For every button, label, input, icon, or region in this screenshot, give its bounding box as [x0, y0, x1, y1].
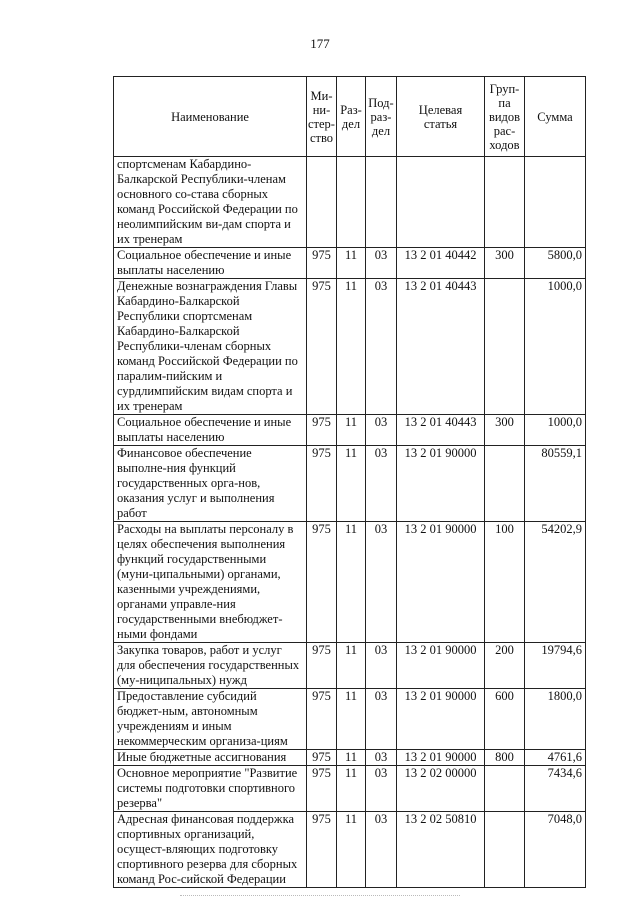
cell-group: 100 — [485, 522, 525, 643]
cell-ministry: 975 — [307, 522, 337, 643]
cell-sum: 19794,6 — [525, 643, 586, 689]
cell-sum: 1000,0 — [525, 279, 586, 415]
table-row — [114, 812, 586, 888]
cell-subsection: 03 — [366, 689, 397, 750]
budget-table — [113, 76, 586, 888]
page-number: 177 — [310, 36, 330, 51]
header-group: Груп- па видов рас- ходов — [485, 77, 525, 157]
cell-ministry — [307, 157, 337, 248]
cell-group: 200 — [485, 643, 525, 689]
cell-name: Закупка товаров, работ и услуг для обеспечения государственных (му-ниципальных) нужд — [114, 643, 307, 689]
cell-group: 600 — [485, 689, 525, 750]
cell-article: 13 2 02 00000 — [397, 766, 485, 812]
cell-name: Социальное обеспечение и иные выплаты населению — [114, 248, 307, 279]
cell-name: Иные бюджетные ассигнования — [114, 750, 307, 766]
table-row — [114, 279, 586, 415]
cell-group — [485, 812, 525, 888]
cell-subsection: 03 — [366, 522, 397, 643]
cell-sum: 54202,9 — [525, 522, 586, 643]
cell-group — [485, 279, 525, 415]
table-row — [114, 522, 586, 643]
table-header-row — [114, 77, 586, 157]
cell-group: 300 — [485, 248, 525, 279]
cell-sum — [525, 157, 586, 248]
header-name: Наименование — [114, 77, 307, 157]
cell-section: 11 — [337, 689, 366, 750]
cell-group — [485, 766, 525, 812]
table-row — [114, 643, 586, 689]
cell-subsection: 03 — [366, 279, 397, 415]
cell-name: Основное мероприятие "Развитие системы подготовки спортивного резерва" — [114, 766, 307, 812]
table-row — [114, 446, 586, 522]
cell-article: 13 2 01 90000 — [397, 750, 485, 766]
header-article: Целевая статья — [397, 77, 485, 157]
cell-name: Расходы на выплаты персоналу в целях обеспечения выполнения функций государственными (муни-ципальными) органами, казенными учреждениями, органами управле-ния государственными внебюджет-ными фондами — [114, 522, 307, 643]
cell-name: Финансовое обеспечение выполне-ния функций государственных орга-нов, оказания услуг и выполнения работ — [114, 446, 307, 522]
cell-section: 11 — [337, 248, 366, 279]
cell-article: 13 2 01 40442 — [397, 248, 485, 279]
cell-ministry: 975 — [307, 279, 337, 415]
cell-group — [485, 446, 525, 522]
cell-subsection: 03 — [366, 766, 397, 812]
cell-article: 13 2 01 90000 — [397, 522, 485, 643]
cell-ministry: 975 — [307, 750, 337, 766]
page-bottom-mark — [180, 895, 460, 897]
cell-sum: 7434,6 — [525, 766, 586, 812]
cell-section: 11 — [337, 766, 366, 812]
cell-sum: 1000,0 — [525, 415, 586, 446]
cell-ministry: 975 — [307, 643, 337, 689]
cell-subsection: 03 — [366, 446, 397, 522]
cell-subsection: 03 — [366, 415, 397, 446]
cell-sum: 4761,6 — [525, 750, 586, 766]
cell-section: 11 — [337, 812, 366, 888]
cell-group: 300 — [485, 415, 525, 446]
cell-article — [397, 157, 485, 248]
cell-subsection: 03 — [366, 750, 397, 766]
cell-subsection: 03 — [366, 248, 397, 279]
header-ministry: Ми- ни- стер- ство — [307, 77, 337, 157]
table-row — [114, 248, 586, 279]
cell-sum: 7048,0 — [525, 812, 586, 888]
cell-section: 11 — [337, 415, 366, 446]
cell-sum: 80559,1 — [525, 446, 586, 522]
cell-ministry: 975 — [307, 812, 337, 888]
cell-ministry: 975 — [307, 766, 337, 812]
table-row — [114, 689, 586, 750]
cell-article: 13 2 01 40443 — [397, 279, 485, 415]
cell-section — [337, 157, 366, 248]
cell-group: 800 — [485, 750, 525, 766]
cell-name: Денежные вознаграждения Главы Кабардино-Балкарской Республики спортсменам Кабардино-Балкарской Республики-членам сборных команд Российской Федерации по паралим-пийским и сурдлимпийским видам спорта и их тренерам — [114, 279, 307, 415]
header-subsection: Под- раз- дел — [366, 77, 397, 157]
cell-section: 11 — [337, 446, 366, 522]
cell-section: 11 — [337, 522, 366, 643]
cell-article: 13 2 01 90000 — [397, 446, 485, 522]
cell-subsection: 03 — [366, 643, 397, 689]
cell-article: 13 2 01 90000 — [397, 643, 485, 689]
cell-ministry: 975 — [307, 415, 337, 446]
table-row — [114, 766, 586, 812]
cell-ministry: 975 — [307, 248, 337, 279]
cell-section: 11 — [337, 279, 366, 415]
cell-name: Адресная финансовая поддержка спортивных организаций, осущест-вляющих подготовку спортивного резерва для сборных команд Рос-сийской Федерации — [114, 812, 307, 888]
table-row — [114, 750, 586, 766]
table-row — [114, 415, 586, 446]
cell-name: спортсменам Кабардино-Балкарской Республики-членам основного со-става сборных команд Российской Федерации по неолимпийским ви-дам спорта и их тренерам — [114, 157, 307, 248]
cell-name: Социальное обеспечение и иные выплаты населению — [114, 415, 307, 446]
cell-subsection: 03 — [366, 812, 397, 888]
cell-ministry: 975 — [307, 446, 337, 522]
cell-section: 11 — [337, 750, 366, 766]
cell-subsection — [366, 157, 397, 248]
header-sum: Сумма — [525, 77, 586, 157]
cell-article: 13 2 01 90000 — [397, 689, 485, 750]
cell-sum: 5800,0 — [525, 248, 586, 279]
table-row — [114, 157, 586, 248]
cell-name: Предоставление субсидий бюджет-ным, автономным учреждениям и иным некоммерческим организа-циям — [114, 689, 307, 750]
cell-ministry: 975 — [307, 689, 337, 750]
header-section: Раз- дел — [337, 77, 366, 157]
cell-article: 13 2 02 50810 — [397, 812, 485, 888]
cell-article: 13 2 01 40443 — [397, 415, 485, 446]
cell-sum: 1800,0 — [525, 689, 586, 750]
cell-section: 11 — [337, 643, 366, 689]
cell-group — [485, 157, 525, 248]
